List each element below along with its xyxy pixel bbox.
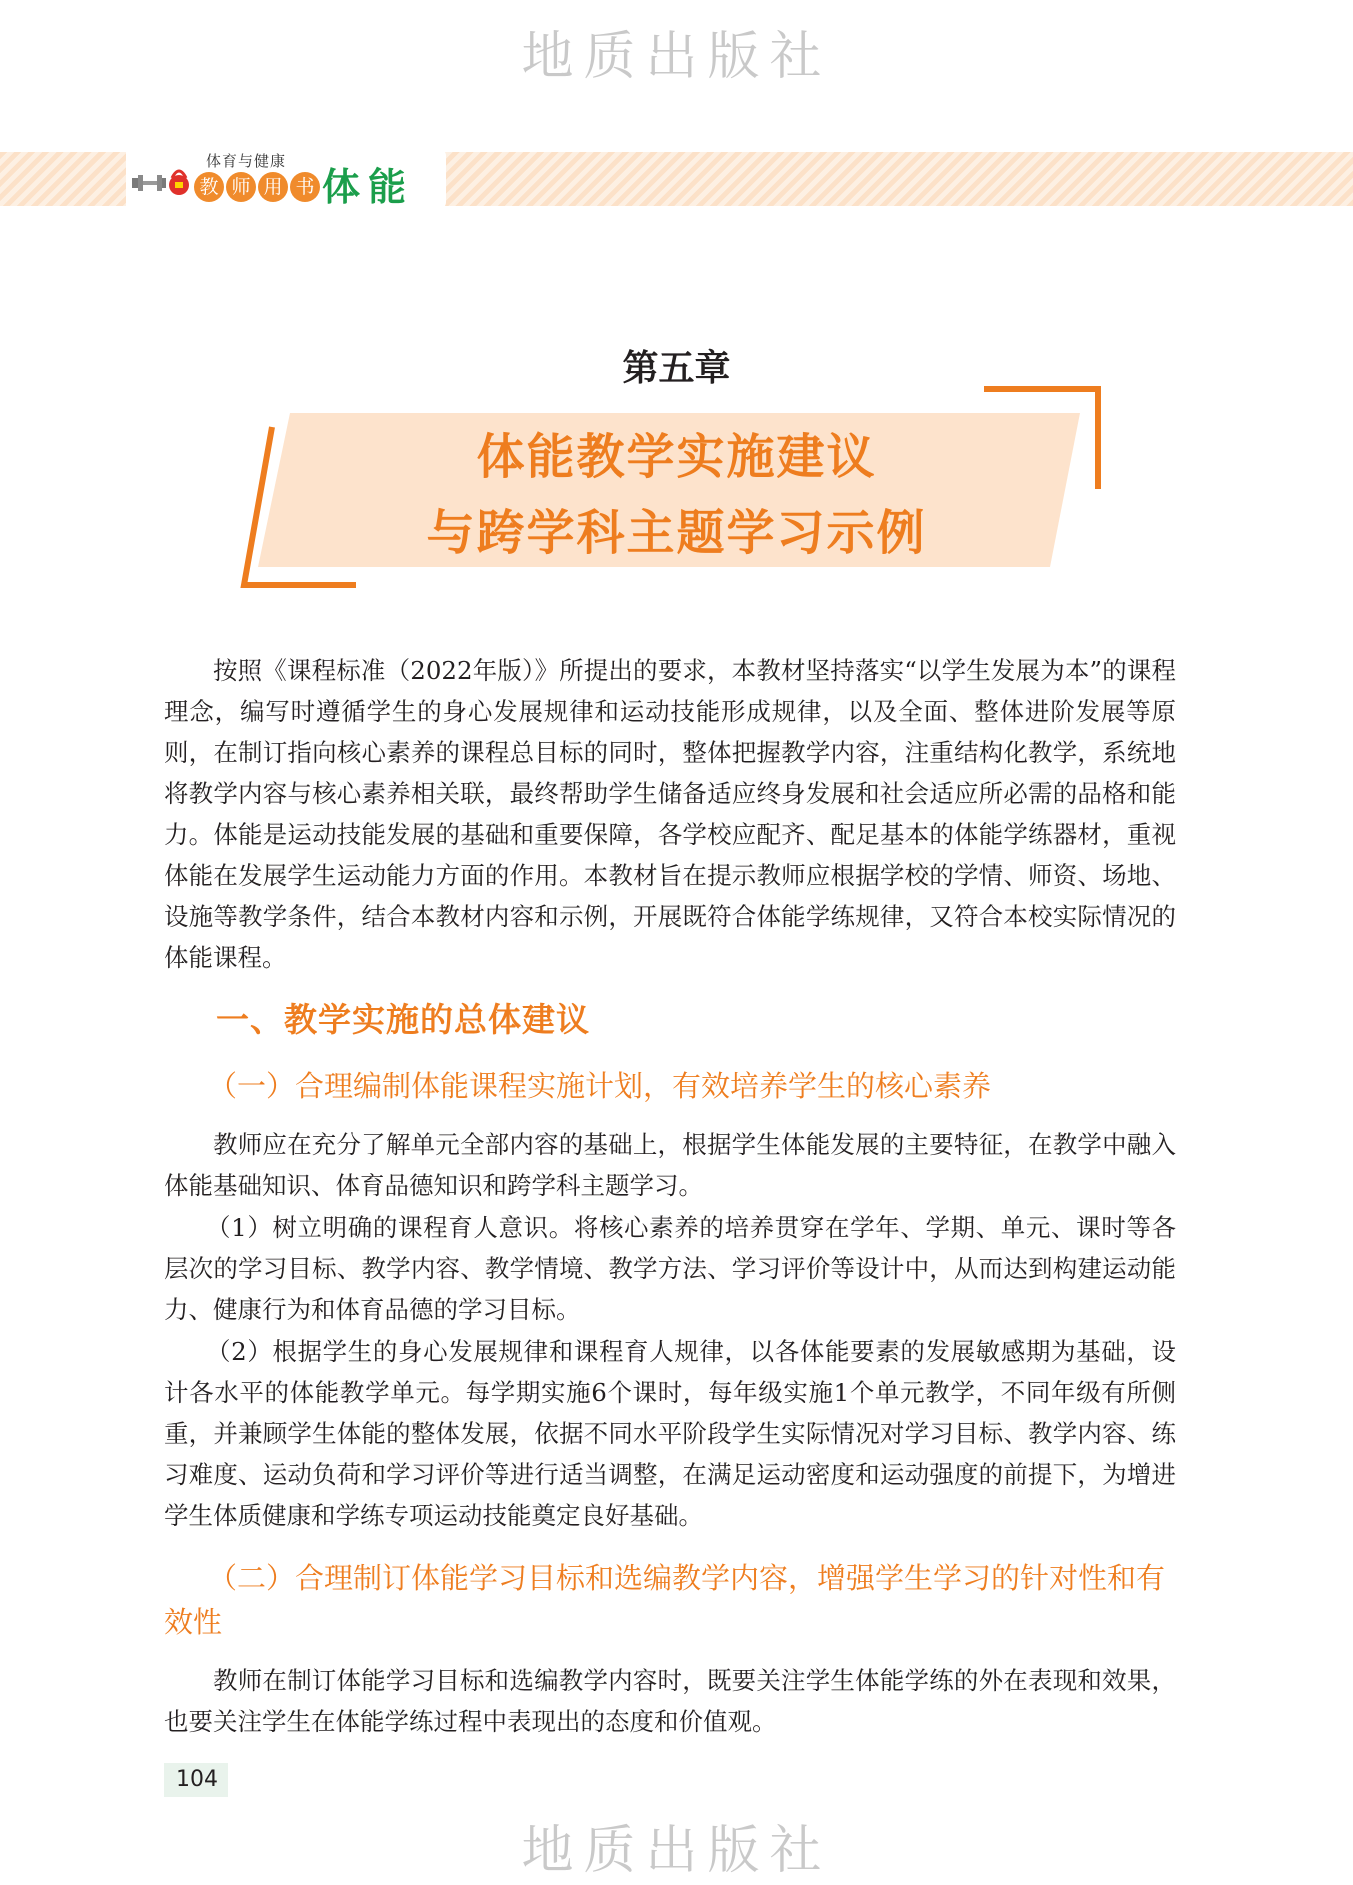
intro-paragraph: 按照《课程标准（2022年版）》所提出的要求，本教材坚持落实“以学生发展为本”的课程理念，编写时遵循学生的身心发展规律和运动技能形成规律，以及全面、整体进阶发展等原则，在制订指向核心素养的课程总目标的同时，整体把握教学内容，注重结构化教学，系统地将教学内容与核心素养相关联，最终帮助学生储备适应终身发展和社会适应所必需的品格和能力。体能是运动技能发展的基础和重要保障，各学校应配齐、配足基本的体能学练器材，重视体能在发展学生运动能力方面的作用。本教材旨在提示教师应根据学校的学情、师资、场地、设施等教学条件，结合本教材内容和示例，开展既符合体能学练规律，又符合本校实际情况的体能课程。 xyxy=(164,656,1176,972)
subsection-heading-2: （二）合理制订体能学习目标和选编教学内容，增强学生学习的针对性和有效性 xyxy=(164,1561,1166,1639)
chapter-title-line1: 体能教学实施建议 xyxy=(476,429,877,485)
paragraph: （1）树立明确的课程育人意识。将核心素养的培养贯穿在学年、学期、单元、课时等各层次的学习目标、教学内容、教学情境、教学方法、学习评价等设计中，从而达到构建运动能力、健康行为和体育品德的学习目标。 xyxy=(164,1213,1176,1324)
paragraph: 教师应在充分了解单元全部内容的基础上，根据学生体能发展的主要特征，在教学中融入体能基础知识、体育品德知识和跨学科主题学习。 xyxy=(164,1130,1176,1200)
section-heading: 一、教学实施的总体建议 xyxy=(216,1000,590,1039)
chapter-title-line2: 与跨学科主题学习示例 xyxy=(426,505,927,561)
page-number: 104 xyxy=(164,1763,228,1797)
watermark-top: 地质出版社 xyxy=(521,27,832,87)
subsection-heading-1: （一）合理编制体能课程实施计划，有效培养学生的核心素养 xyxy=(208,1069,992,1103)
chapter-title-frame xyxy=(240,385,1120,595)
badge-char: 书 xyxy=(290,172,320,202)
paragraph: （2）根据学生的身心发展规律和课程育人规律，以各体能要素的发展敏感期为基础，设计各水平的体能教学单元。每学期实施6个课时，每年级实施1个单元教学，不同年级有所侧重，并兼顾学生体能的整体发展，依据不同水平阶段学生实际情况对学习目标、教学内容、练习难度、运动负荷和学习评价等进行适当调整，在满足运动密度和运动强度的前提下，为增进学生体质健康和学练专项运动技能奠定良好基础。 xyxy=(164,1337,1176,1530)
badge-char: 教 xyxy=(194,172,224,202)
watermark-bottom: 地质出版社 xyxy=(521,1821,832,1881)
badge-row xyxy=(194,172,320,202)
dumbbell-kettlebell-icon xyxy=(130,166,192,196)
series-label: 体育与健康 xyxy=(206,152,287,170)
badge-char: 用 xyxy=(258,172,288,202)
chapter-label: 第五章 xyxy=(622,348,731,389)
badge-char: 师 xyxy=(226,172,256,202)
paragraph: 教师在制订体能学习目标和选编教学内容时，既要关注学生体能学练的外在表现和效果，也要关注学生在体能学练过程中表现出的态度和价值观。 xyxy=(164,1666,1176,1736)
header-title: 体能 xyxy=(322,165,415,209)
